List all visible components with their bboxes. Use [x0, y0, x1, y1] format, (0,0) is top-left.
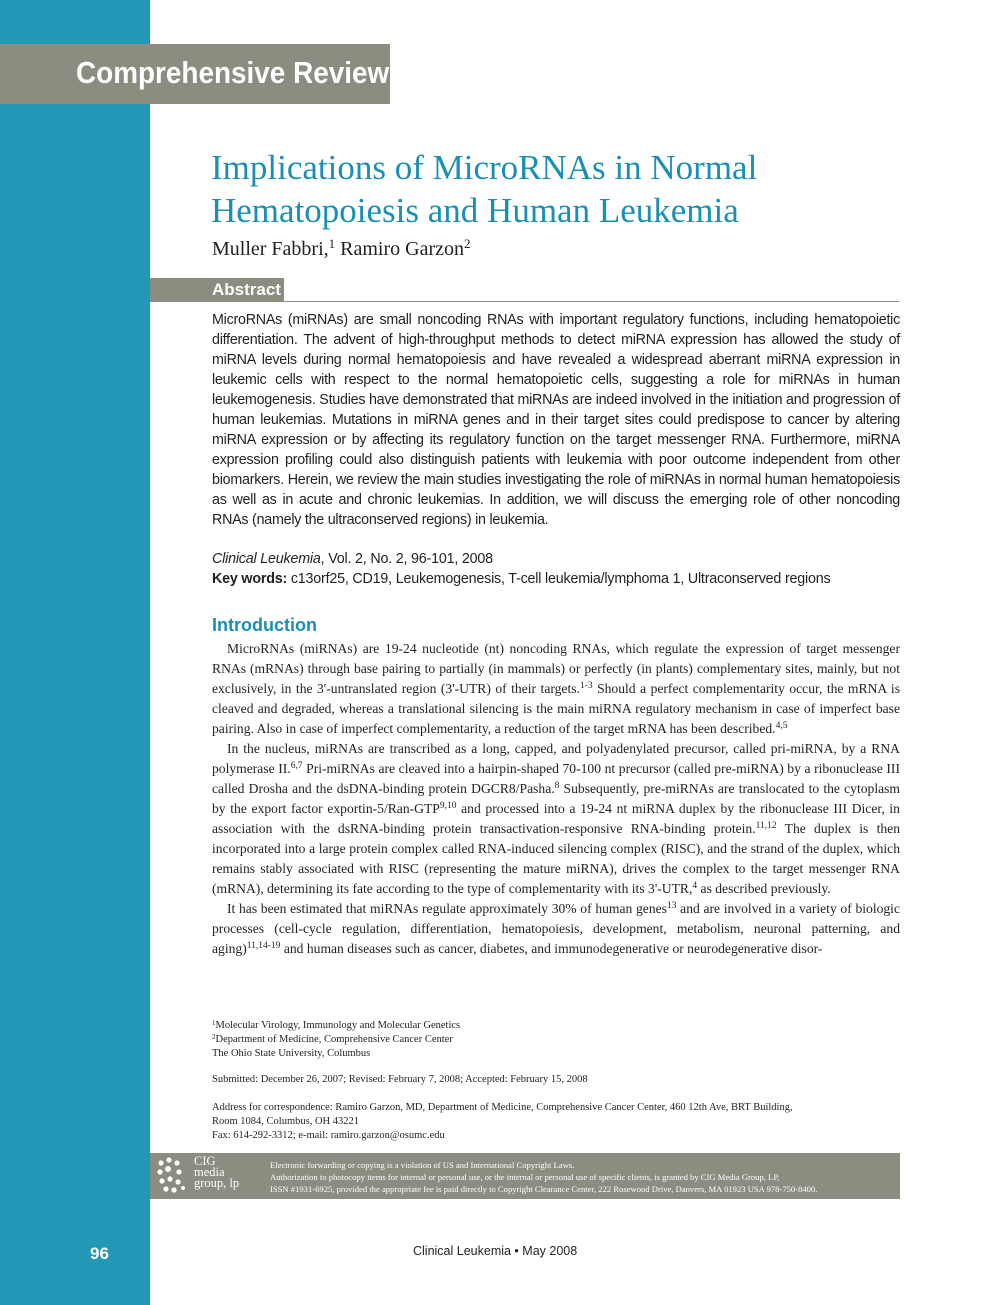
body-text-run: MicroRNAs (miRNAs) are 19-24 nucleotide (nt) noncoding RNAs, which regulate the expression of target messenger RNAs (mRNAs) through base pairing to partially (in mammals) or perfectly (in plants) complementary sites, mainly, but not exclusively, in the 3'-untranslated region (3'-UTR) of their targets. [212, 641, 900, 696]
citation-ref: 9,10 [439, 801, 457, 811]
citation-ref: 4 [692, 881, 698, 891]
publisher-logo-text [194, 1156, 239, 1189]
citation-block [212, 549, 900, 589]
body-text-run: and human diseases such as cancer, diabetes, and immunodegenerative or neurodegenerative disor- [280, 941, 823, 956]
body-text-run: Should a perfect complementarity occur, the mRNA is cleaved and degraded, whereas a translational silencing is the main miRNA regulatory mechanism in case of imperfect base pairing. Also in case of imperfect complementarity, a reduction of the target mRNA has been described. [212, 681, 900, 736]
address-line: Fax: 614-292-3312; e-mail: ramiro.garzon@osumc.edu [212, 1130, 445, 1141]
citation-ref: 6,7 [290, 761, 303, 771]
affiliation-marker: 2 [212, 1033, 216, 1041]
footer-journal-date: Clinical Leukemia • May 2008 [413, 1244, 578, 1258]
submission-dates: Submitted: December 26, 2007; Revised: February 7, 2008; Accepted: February 15, 2008 [212, 1074, 588, 1085]
affiliations [212, 1019, 900, 1061]
author-list [212, 238, 471, 261]
body-paragraph [212, 899, 900, 959]
article-title: Implications of MicroRNAs in Normal Hematopoiesis and Human Leukemia [211, 148, 758, 230]
page-number: 96 [90, 1244, 109, 1263]
abstract-text: MicroRNAs (miRNAs) are small noncoding RNAs with important regulatory functions, including hematopoietic differentiation. The advent of high-throughput methods to detect miRNA expression has allowed the study of miRNA levels during normal hematopoiesis and have revealed a widespread aberrant miRNA expression in leukemic cells with respect to the normal hematopoietic cells, suggesting a role for miRNAs in human leukemogenesis. Studies have demonstrated that miRNAs are indeed involved in the initiation and progression of human leukemias. Mutations in miRNA genes and in their target sites could predispose to cancer by altering miRNA expression or by affecting its regulatory function on the target messenger RNA. Furthermore, miRNA expression profiling could also distinguish patients with leukemia with poor outcome independent from other biomarkers. Herein, we review the main studies investigating the role of miRNAs in normal human hematopoiesis as well as in acute and chronic leukemias. In addition, we will discuss the emerging role of other noncoding RNAs (namely the ultraconserved regions) in leukemia. [212, 312, 900, 528]
author-name: Ramiro Garzon [340, 238, 465, 260]
body-text-run: Pri-miRNAs are cleaved into a hairpin-shaped 70-100 nt precursor (called pre-miRNA) by a ribonuclease III called Drosha and the dsDNA-binding protein DGCR8/Pasha. [212, 761, 900, 796]
address-line: Room 1084, Columbus, OH 43221 [212, 1116, 360, 1127]
body-text-run: Subsequently, pre-miRNAs are translocated to the cytoplasm by the export factor exportin-5/Ran-GTP [212, 781, 900, 816]
affiliation-text: The Ohio State University, Columbus [212, 1048, 371, 1059]
citation-ref: 8 [554, 781, 560, 791]
copyright-line: ISSN #1931-6925, provided the appropriate fee is paid directly to Copyright Clearance Center, 222 Rosewood Drive, Danvers, MA 01923 USA 978-750-8400. [270, 1184, 818, 1194]
correspondence-address [212, 1101, 900, 1143]
body-text-run: The duplex is then incorporated into a large protein complex called RNA-induced silencing complex (RISC), and the strand of the duplex, which remains stably associated with RISC (representing the mature miRNA), drives the complex to the target messenger RNA (mRNA), determining its fate according to the type of complementarity with its 3'-UTR, [212, 821, 900, 896]
body-text-run: In the nucleus, miRNAs are transcribed as a long, capped, and polyadenylated precursor, called pri-miRNA, by a RNA polymerase II. [212, 741, 900, 776]
logo-word: CIG [194, 1154, 216, 1168]
keywords-text: c13orf25, CD19, Leukemogenesis, T-cell leukemia/lymphoma 1, Ultraconserved regions [287, 571, 831, 587]
body-paragraph [212, 639, 900, 739]
affiliation-line [212, 1047, 900, 1061]
affiliation-text: Molecular Virology, Immunology and Molecular Genetics [215, 1020, 461, 1031]
introduction-body [212, 639, 900, 959]
affiliation-line [212, 1019, 900, 1033]
author-name: Muller Fabbri, [212, 238, 329, 260]
author-affiliation-marker: 2 [464, 236, 471, 251]
citation-ref: 4,5 [775, 721, 788, 731]
citation-line [212, 549, 900, 569]
citation-journal: Clinical Leukemia [212, 551, 321, 567]
citation-details: , Vol. 2, No. 2, 96-101, 2008 [320, 551, 493, 567]
body-text-run: as described previously. [697, 881, 831, 896]
copyright-line: Electronic forwarding or copying is a violation of US and International Copyright Laws. [270, 1160, 575, 1170]
introduction-heading: Introduction [212, 615, 317, 635]
logo-word: media [194, 1165, 225, 1179]
logo-word: group, lp [194, 1176, 240, 1190]
abstract-divider [284, 301, 899, 302]
address-line: Address for correspondence: Ramiro Garzon, MD, Department of Medicine, Comprehensive Cancer Center, 460 12th Ave, BRT Building, [212, 1102, 793, 1113]
body-paragraph [212, 739, 900, 899]
citation-ref: 11,14-19 [246, 941, 281, 951]
copyright-notice [270, 1159, 895, 1195]
citation-ref: 13 [666, 901, 677, 911]
affiliation-text: Department of Medicine, Comprehensive Cancer Center [215, 1034, 453, 1045]
citation-ref: 11,12 [755, 821, 777, 831]
affiliation-line [212, 1033, 900, 1047]
copyright-line: Authorization to photocopy items for internal or personal use, or the internal or personal use of specific clients, is granted by CIG Media Group, LP, [270, 1172, 780, 1182]
affiliation-marker: 1 [212, 1019, 216, 1027]
keywords-label: Key words: [212, 571, 288, 587]
body-text-run: and are involved in a variety of biologic processes (cell-cycle regulation, differentiation, hematopoiesis, development, metabolism, neuronal patterning, and aging) [212, 901, 900, 956]
abstract-heading: Abstract [212, 280, 281, 299]
sidebar-band [0, 0, 150, 1305]
body-text-run: and processed into a 19-24 nt miRNA duplex by the ribonuclease III Dicer, in association with the dsRNA-binding protein transactivation-responsive RNA-binding protein. [212, 801, 900, 836]
body-text-run: It has been estimated that miRNAs regulate approximately 30% of human genes [227, 901, 667, 916]
author-affiliation-marker: 1 [328, 236, 336, 251]
citation-ref: 1-3 [579, 681, 593, 691]
section-label: Comprehensive Review [76, 55, 390, 90]
keywords-line [212, 569, 900, 589]
